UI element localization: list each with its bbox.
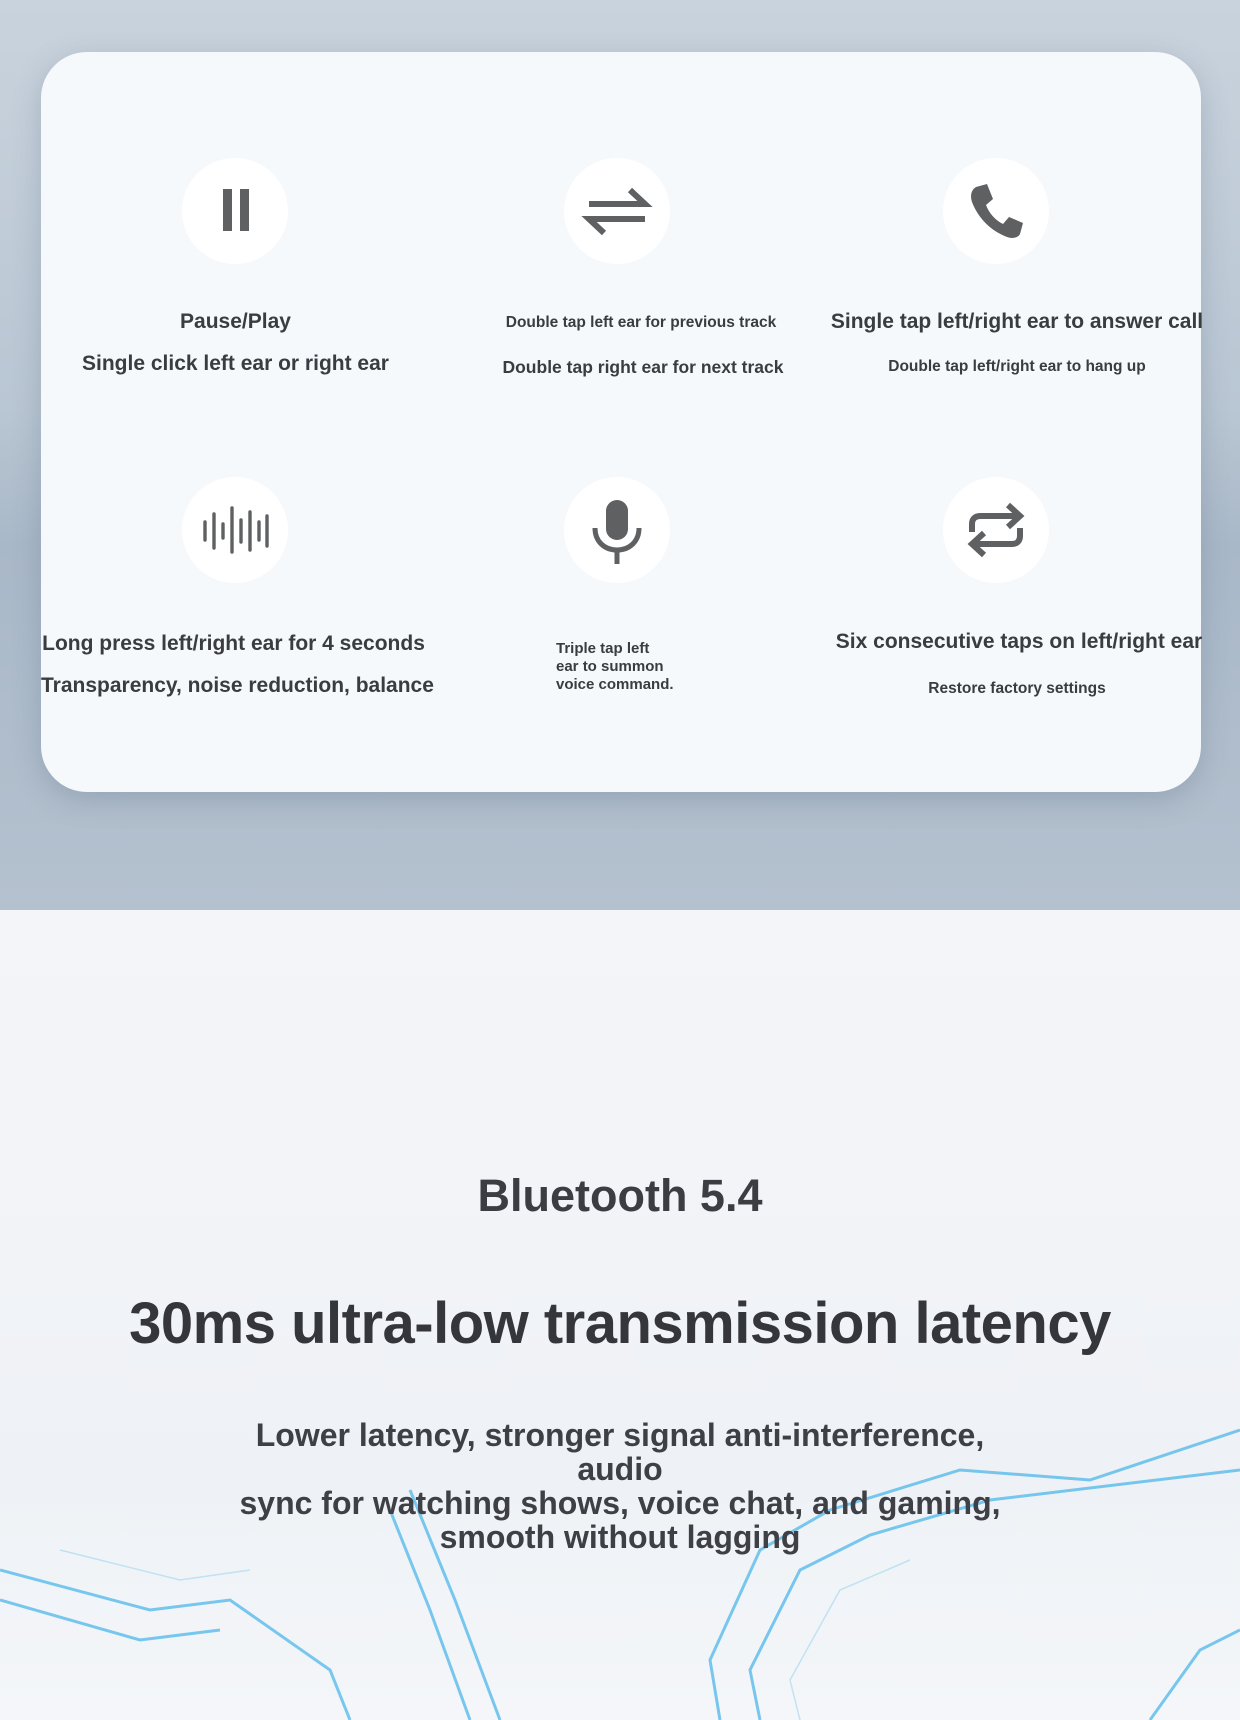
repeat-icon: [960, 494, 1032, 566]
voice-command-text: [556, 640, 674, 694]
latency-headline: 30ms ultra-low transmission latency: [129, 1291, 1111, 1356]
bluetooth-version-title: Bluetooth 5.4: [477, 1170, 763, 1221]
microphone-icon-circle: [564, 477, 670, 583]
latency-description: [220, 1418, 1020, 1554]
next-track-text: Double tap right ear for next track: [502, 357, 784, 377]
phone-icon: [960, 175, 1032, 247]
anc-modes-text: Transparency, noise reduction, balance: [41, 674, 434, 697]
repeat-icon-circle: [943, 477, 1049, 583]
phone-icon-circle: [943, 158, 1049, 264]
latency-description-line-3: smooth without lagging: [439, 1519, 801, 1555]
microphone-icon: [581, 494, 653, 566]
pause-desc: Single click left ear or right ear: [82, 352, 389, 375]
factory-reset-desc: Restore factory settings: [928, 680, 1106, 697]
latency-description-line-1: Lower latency, stronger signal anti-interference, audio: [255, 1417, 985, 1487]
factory-reset-title: Six consecutive taps on left/right ear: [835, 630, 1203, 653]
voice-command-line-1: Triple tap left: [556, 640, 650, 657]
sound-wave-icon-circle: [182, 477, 288, 583]
long-press-text: Long press left/right ear for 4 seconds: [42, 632, 425, 655]
previous-track-text: Double tap left ear for previous track: [505, 314, 777, 331]
track-switch-icon-circle: [564, 158, 670, 264]
latency-description-line-2: sync for watching shows, voice chat, and gaming,: [239, 1485, 1001, 1521]
pause-icon-circle: [182, 158, 288, 264]
pause-icon: [199, 175, 271, 247]
controls-card: [41, 52, 1204, 792]
pause-title: Pause/Play: [180, 310, 291, 333]
sound-wave-icon: [199, 494, 271, 566]
voice-command-line-2: ear to summon: [556, 658, 664, 675]
hang-up-text: Double tap left/right ear to hang up: [888, 358, 1146, 375]
answer-call-text: Single tap left/right ear to answer call: [830, 310, 1204, 333]
voice-command-line-3: voice command.: [556, 676, 674, 693]
track-switch-icon: [581, 175, 653, 247]
